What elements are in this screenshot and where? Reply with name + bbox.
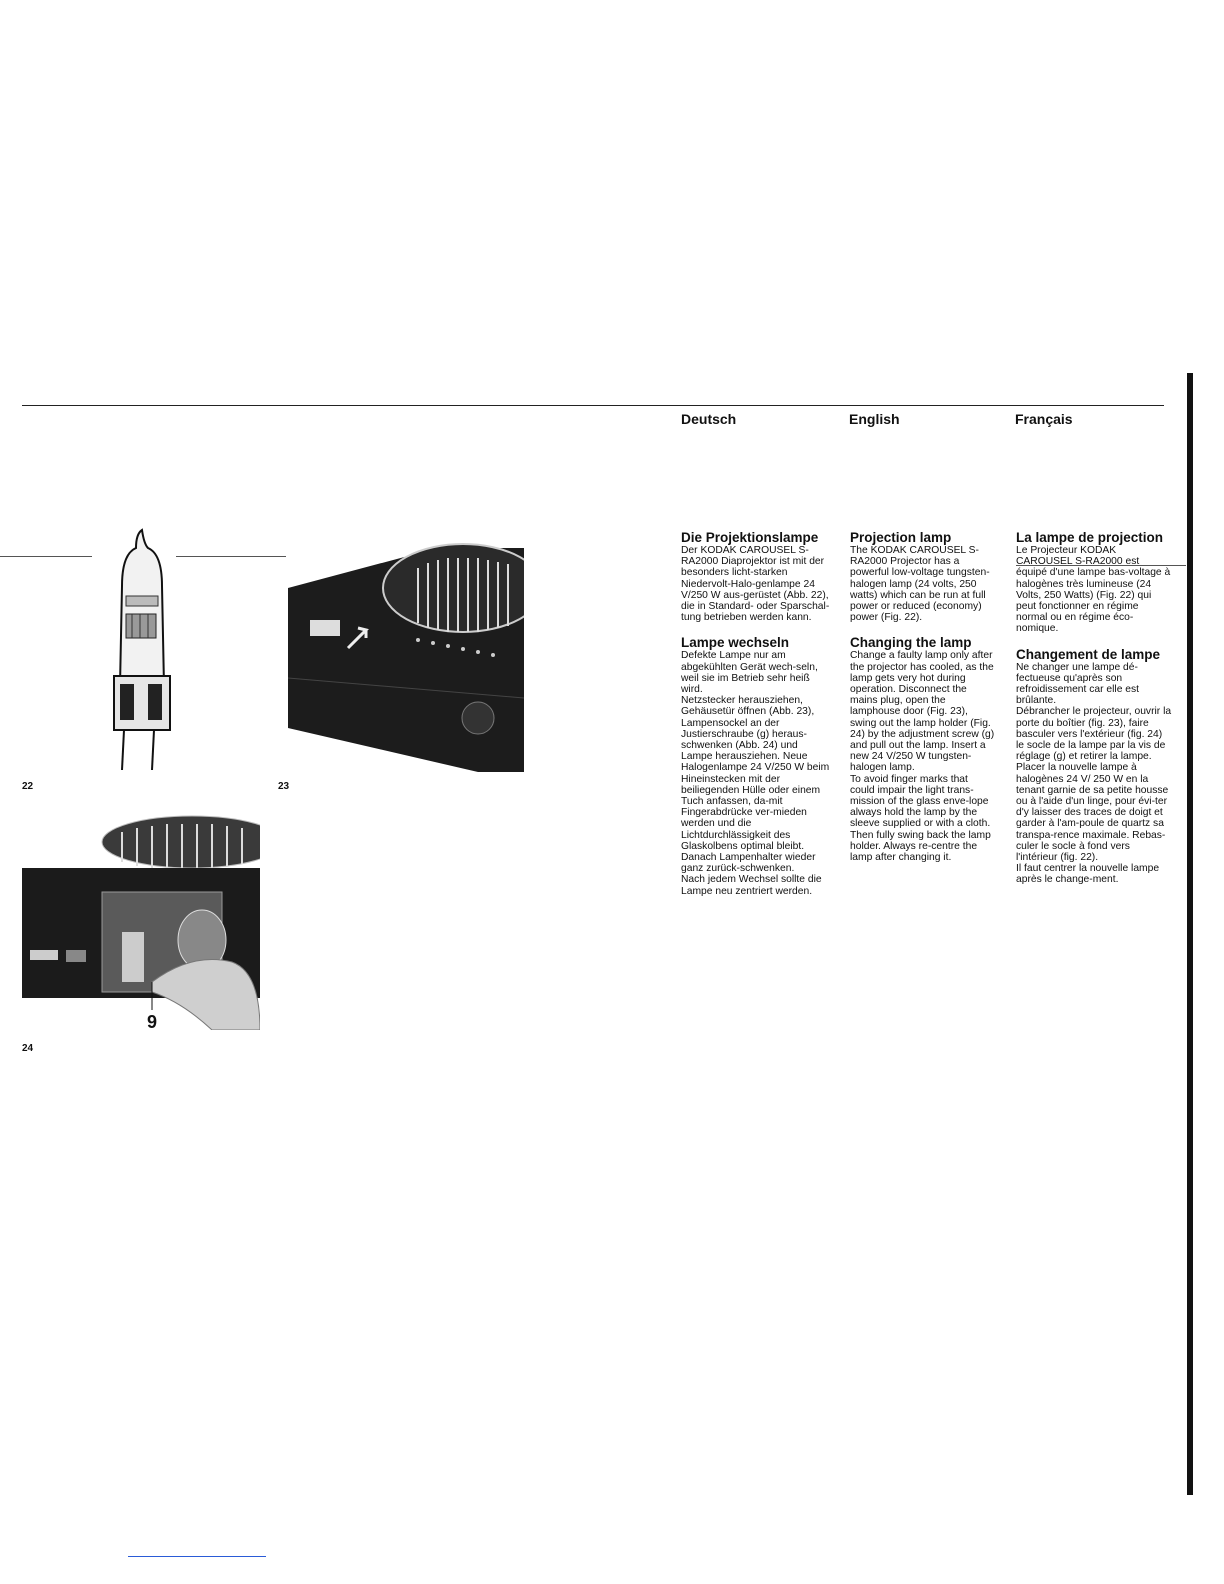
heading-projection-lamp-fr: La lampe de projection bbox=[1016, 530, 1164, 545]
column-francais bbox=[1016, 530, 1172, 886]
bottom-blue-line bbox=[128, 1556, 266, 1557]
figure-number-24: 24 bbox=[22, 1043, 34, 1054]
right-edge-bar bbox=[1187, 373, 1193, 1495]
lang-header-english: English bbox=[849, 411, 900, 427]
heading-change-lamp-fr: Changement de lampe bbox=[1016, 646, 1161, 662]
paragraph-fr-1: Le Projecteur KODAK CAROUSEL S-RA2000 est équipé d'une lampe bas-voltage à halogènes très lumineuse (24 Volts, 250 Watts) (Fig. 22) qui peut fonctionner en régime normal ou en régime éco-nomique. bbox=[1016, 545, 1171, 635]
paragraph-en-1: The KODAK CAROUSEL S-RA2000 Projector has a powerful low-voltage tungsten-halogen lamp (24 volts, 250 watts) which can be run at full power or reduced (economy) power (Fig. 22). bbox=[850, 545, 990, 624]
column-english bbox=[850, 530, 995, 863]
figure-number-23: 23 bbox=[278, 781, 290, 792]
figure-number-22: 22 bbox=[22, 781, 34, 792]
paragraph-en-3: To avoid finger marks that could impair the light trans-mission of the glass enve-lope always hold the lamp by the sleeve supplied or with a cloth. Then fully swing back the lamp holder. Always re-centre the lamp after changing it. bbox=[850, 773, 991, 864]
top-rule bbox=[22, 405, 1164, 406]
heading-projection-lamp-en: Projection lamp bbox=[850, 530, 952, 545]
paragraph-de-3: Netzstecker herausziehen, Gehäusetür öffnen (Abb. 23), Lampensockel an der Justierschraube (g) heraus-schwenken (Abb. 24) und Lampe herausziehen. Neue Halogenlampe 24 V/250 W beim Hineinstecken mit der beiliegenden Hülle oder einem Tuch anfassen, da-mit Fingerabdrücke ver-mieden werden und die Lichtdurchlässigkeit des Glaskolbens optimal bleibt. Danach Lampenhalter wieder ganz zurück-schwenken. bbox=[681, 695, 830, 875]
paragraph-de-4: Nach jedem Wechsel sollte die Lampe neu zentriert werden. bbox=[681, 874, 822, 897]
paragraph-en-2: Change a faulty lamp only after the projector has cooled, as the lamp gets very hot during operation. Disconnect the mains plug, open the lamphouse door (Fig. 23), swing out the lamp holder (Fig. 24) by the adjustment screw (g) and pull out the lamp. Insert a new 24 V/250 W tungsten-halogen lamp. bbox=[850, 650, 995, 774]
paragraph-fr-4: Il faut centrer la nouvelle lampe après le change-ment. bbox=[1016, 863, 1160, 886]
heading-projection-lamp-de: Die Projektionslampe bbox=[681, 530, 819, 545]
column-deutsch bbox=[681, 530, 831, 897]
dash-rule bbox=[0, 556, 92, 557]
lamp-holder-photo bbox=[22, 812, 260, 1030]
callout-g-label: 9 bbox=[147, 1012, 158, 1032]
paragraph-fr-3: Débrancher le projecteur, ouvrir la porte du boîtier (fig. 23), faire basculer vers l'extérieur (fig. 24) le socle de la lampe par la vis de réglage (g) et retirer la lampe. Placer la nouvelle lampe à halogènes 24 V/ 250 W en la tenant garnie de sa petite housse ou à l'aide d'un linge, pour évi-ter d'y laisser des traces de doigt et garder à l'am-poule de quartz sa transpa-rence maximale. Rebas-culer le socle à fond vers l'intérieur (fig. 22). bbox=[1016, 706, 1172, 864]
paragraph-de-2: Defekte Lampe nur am abgekühlten Gerät wech-seln, weil sie im Betrieb sehr heiß wird. bbox=[681, 650, 818, 696]
paragraph-de-1: Der KODAK CAROUSEL S-RA2000 Diaprojektor ist mit der besonders licht-starken Niedervolt-Halo-genlampe 24 V/250 W aus-gerüstet (Abb. 22), die in Standard- oder Sparschal-tung betrieben werden kann. bbox=[681, 545, 830, 624]
halogen-lamp-photo bbox=[92, 526, 180, 772]
paragraph-fr-2: Ne changer une lampe dé-fectueuse qu'après son refroidissement car elle est brûlante. bbox=[1016, 661, 1140, 707]
heading-change-lamp-en: Changing the lamp bbox=[850, 635, 972, 651]
lang-header-francais: Français bbox=[1015, 411, 1073, 427]
heading-change-lamp-de: Lampe wechseln bbox=[681, 635, 790, 651]
lang-header-deutsch: Deutsch bbox=[681, 411, 737, 427]
projector-door-photo bbox=[288, 528, 524, 772]
dash-rule bbox=[176, 556, 286, 557]
